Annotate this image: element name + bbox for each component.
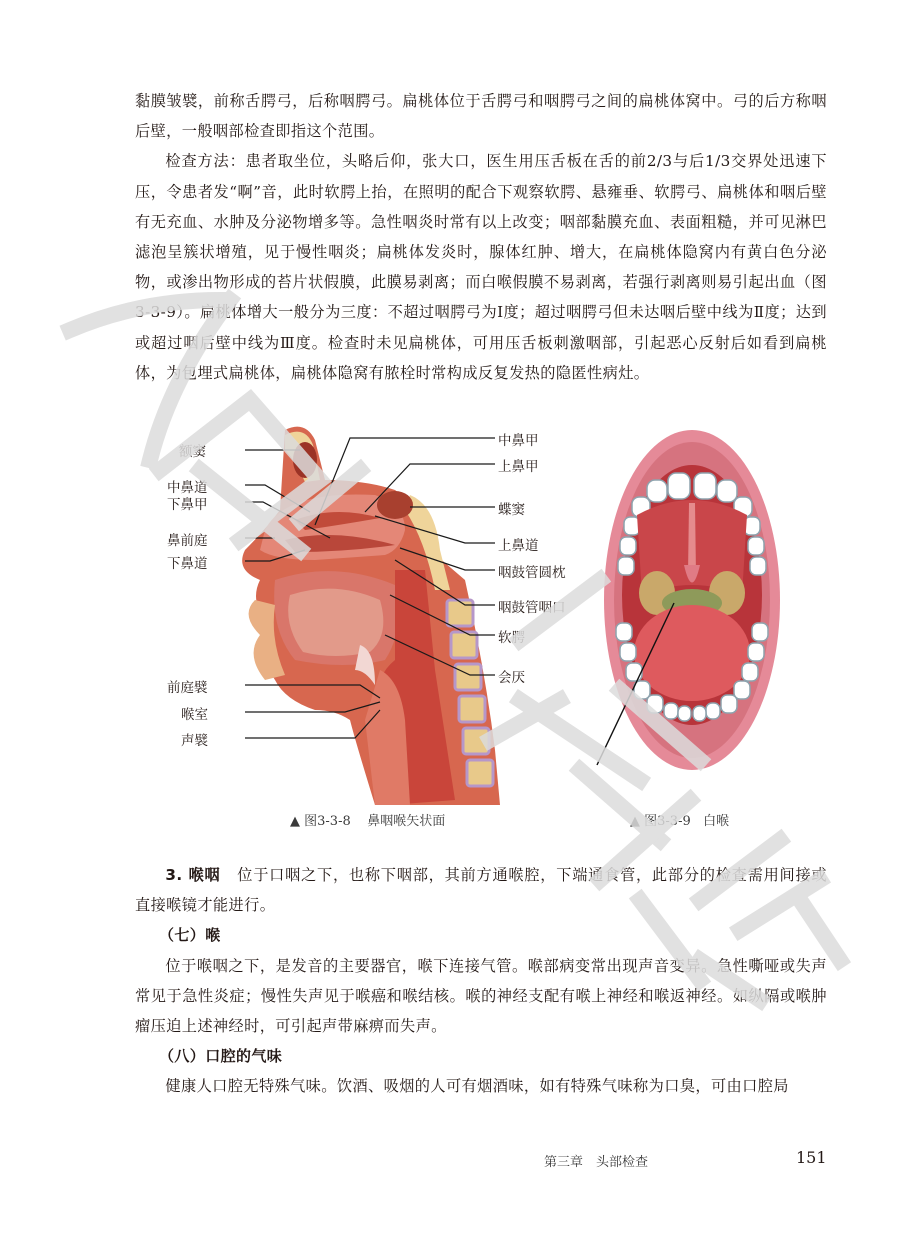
label-laryngeal-ventricle: 喉室 xyxy=(181,707,208,723)
label-vocal-fold: 声襞 xyxy=(181,733,208,749)
body-text-top xyxy=(135,86,827,388)
label-middle-turbinate: 中鼻甲 xyxy=(498,433,539,449)
body-text-bottom xyxy=(135,860,827,1102)
label-epiglottis: 会厌 xyxy=(498,670,525,686)
figure-diphtheria-mouth xyxy=(592,425,792,835)
paragraph-laryngopharynx xyxy=(135,860,827,920)
label-sphenoid-sinus: 蝶窦 xyxy=(498,502,525,518)
figure-sagittal-section xyxy=(165,420,565,840)
open-mouth-illustration xyxy=(592,425,792,785)
running-footer-chapter: 第三章 头部检查 xyxy=(544,1155,649,1170)
label-torus-tubarius: 咽鼓管圆枕 xyxy=(498,565,566,581)
label-vestibular-fold: 前庭襞 xyxy=(167,680,208,696)
caption-title: 白喉 xyxy=(703,814,730,829)
subsection-text: 位于口咽之下，也称下咽部，其前方通喉腔，下端通食管，此部分的检查需用间接或直接喉镜才能进行。 xyxy=(135,866,828,915)
paragraph-pharynx-arches: 黏膜皱襞，前称舌腭弓，后称咽腭弓。扁桃体位于舌腭弓和咽腭弓之间的扁桃体窝中。弓的后方称咽后壁，一般咽部检查即指这个范围。 xyxy=(135,92,827,141)
label-superior-meatus: 上鼻道 xyxy=(498,538,539,554)
label-inferior-meatus: 下鼻道 xyxy=(167,556,208,572)
label-nasal-vestibule: 鼻前庭 xyxy=(167,533,208,549)
caption-number: ▲ 图3-3-9 xyxy=(630,814,691,829)
label-pharyngeal-orifice: 咽鼓管咽口 xyxy=(498,600,566,616)
page-number: 151 xyxy=(796,1148,827,1167)
figure-caption-3-3-9 xyxy=(630,810,729,829)
caption-title: 鼻咽喉矢状面 xyxy=(367,814,446,829)
label-soft-palate: 软腭 xyxy=(498,630,525,646)
label-superior-turbinate: 上鼻甲 xyxy=(498,459,539,475)
label-inferior-turbinate: 下鼻甲 xyxy=(167,497,208,513)
label-middle-meatus: 中鼻道 xyxy=(167,480,208,496)
paragraph-larynx: 位于喉咽之下，是发音的主要器官，喉下连接气管。喉部病变常出现声音变异。急性嘶哑或失声常见于急性炎症；慢性失声见于喉癌和喉结核。喉的神经支配有喉上神经和喉返神经。如纵隔或喉肿瘤压迫上述神经时，可引起声带麻痹而失声。 xyxy=(135,956,827,1036)
section-heading-oral-odor: （八）口腔的气味 xyxy=(159,1047,283,1066)
label-frontal-sinus: 额窦 xyxy=(179,444,206,460)
subsection-lead: 3. 喉咽 xyxy=(165,866,221,884)
paragraph-exam-method: 检查方法：患者取坐位，头略后仰，张大口，医生用压舌板在舌的前2/3与后1/3交界处迅速下压，令患者发“啊”音，此时软腭上抬，在照明的配合下观察软腭、悬雍垂、软腭弓、扁桃体和咽后壁有无充血、水肿及分泌物增多等。急性咽炎时常有以上改变；咽部黏膜充血、表面粗糙，并可见淋巴滤泡呈簇状增殖，见于慢性咽炎；扁桃体发炎时，腺体红肿、增大，在扁桃体隐窝内有黄白色分泌物，或渗出物形成的苔片状假膜，此膜易剥离；而白喉假膜不易剥离，若强行剥离则易引起出血（图3-3-9）。扁桃体增大一般分为三度：不超过咽腭弓为Ⅰ度；超过咽腭弓但未达咽后壁中线为Ⅱ度；达到或超过咽后壁中线为Ⅲ度。检查时未见扁桃体，可用压舌板刺激咽部，引起恶心反射后如看到扁桃体，为包埋式扁桃体，扁桃体隐窝有脓栓时常构成反复发热的隐匿性病灶。 xyxy=(135,152,827,382)
caption-number: ▲ 图3-3-8 xyxy=(290,814,351,829)
section-heading-larynx: （七）喉 xyxy=(159,926,221,945)
figure-caption-3-3-8 xyxy=(290,810,445,829)
paragraph-oral-odor: 健康人口腔无特殊气味。饮酒、吸烟的人可有烟酒味，如有特殊气味称为口臭，可由口腔局 xyxy=(165,1077,789,1096)
